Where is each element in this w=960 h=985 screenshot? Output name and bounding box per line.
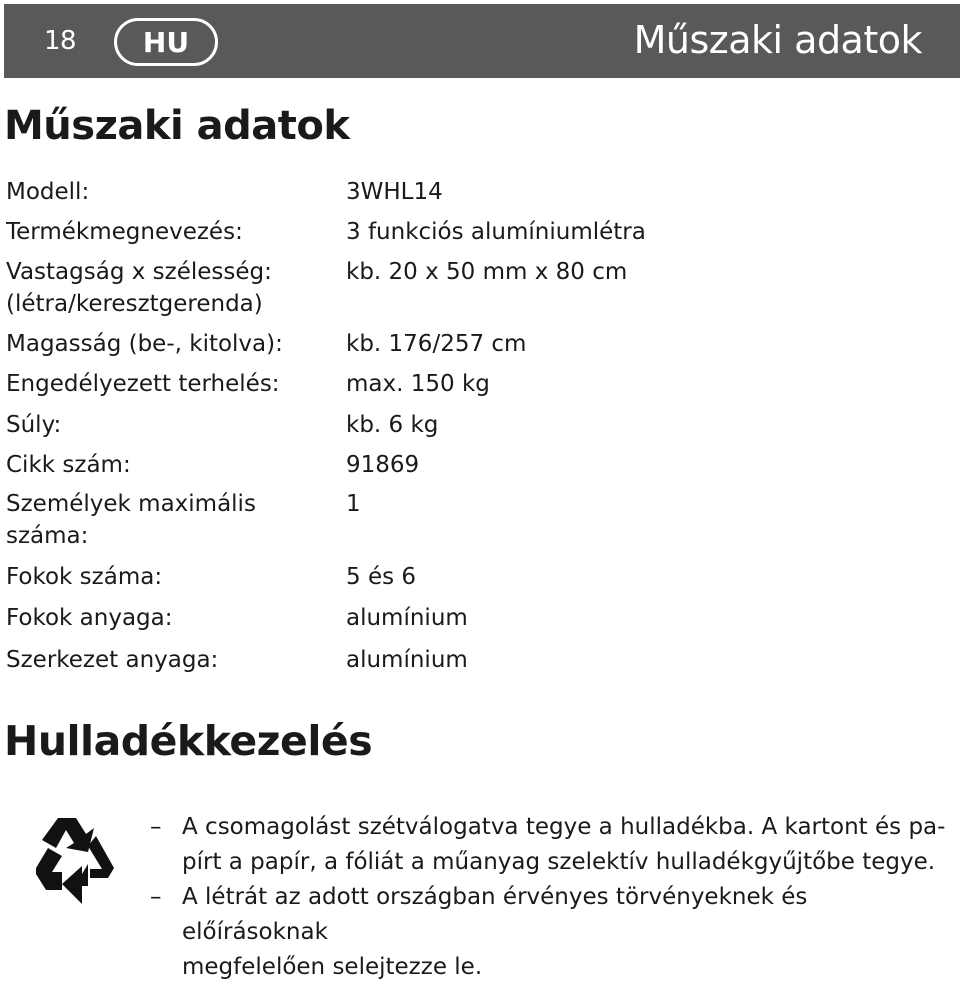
spec-label: Termékmegnevezés: bbox=[6, 219, 243, 245]
spec-value: max. 150 kg bbox=[346, 371, 490, 397]
spec-value: kb. 6 kg bbox=[346, 412, 439, 438]
list-item bbox=[150, 810, 950, 880]
bullet-text-line: A létrát az adott országban érvényes törvényeknek és előírásoknak bbox=[182, 884, 808, 945]
spec-label-continued: száma: bbox=[6, 523, 89, 549]
disposal-title: Hulladékkezelés bbox=[4, 717, 373, 765]
bullet-text-line: pírt a papír, a fóliát a műanyag szelektív hulladékgyűjtőbe tegye. bbox=[182, 849, 936, 875]
bullet-dash: – bbox=[150, 814, 162, 840]
spec-value: kb. 176/257 cm bbox=[346, 331, 527, 357]
spec-label: Cikk szám: bbox=[6, 452, 131, 478]
spec-label: Vastagság x szélesség: bbox=[6, 259, 272, 285]
spec-value: 5 és 6 bbox=[346, 564, 417, 590]
spec-value: alumínium bbox=[346, 605, 468, 631]
spec-value: 1 bbox=[346, 491, 361, 517]
spec-label: Fokok száma: bbox=[6, 564, 163, 590]
spec-value: 3 funkciós alumíniumlétra bbox=[346, 219, 646, 245]
spec-value: 91869 bbox=[346, 452, 420, 478]
header-title: Műszaki adatok bbox=[633, 18, 922, 62]
spec-label-continued: (létra/keresztgerenda) bbox=[6, 291, 263, 317]
spec-label: Személyek maximális bbox=[6, 491, 256, 517]
list-item bbox=[150, 880, 950, 985]
disposal-instructions bbox=[150, 810, 950, 985]
recycle-icon bbox=[28, 812, 128, 908]
bullet-text-line: megfelelően selejtezze le. bbox=[182, 954, 483, 980]
spec-label: Szerkezet anyaga: bbox=[6, 647, 219, 673]
spec-label: Magasság (be-, kitolva): bbox=[6, 331, 283, 357]
page-title: Műszaki adatok bbox=[4, 103, 350, 149]
spec-label: Súly: bbox=[6, 412, 62, 438]
spec-value: 3WHL14 bbox=[346, 179, 443, 205]
bullet-text-line: A csomagolást szétválogatva tegye a hulladékba. A kartont és pa- bbox=[182, 814, 946, 840]
language-badge: HU bbox=[114, 18, 218, 66]
page-header bbox=[4, 4, 960, 78]
spec-label: Fokok anyaga: bbox=[6, 605, 173, 631]
spec-value: kb. 20 x 50 mm x 80 cm bbox=[346, 259, 628, 285]
spec-value: alumínium bbox=[346, 647, 468, 673]
page-number: 18 bbox=[44, 26, 77, 56]
bullet-dash: – bbox=[150, 884, 162, 910]
spec-label: Engedélyezett terhelés: bbox=[6, 371, 280, 397]
spec-label: Modell: bbox=[6, 179, 90, 205]
